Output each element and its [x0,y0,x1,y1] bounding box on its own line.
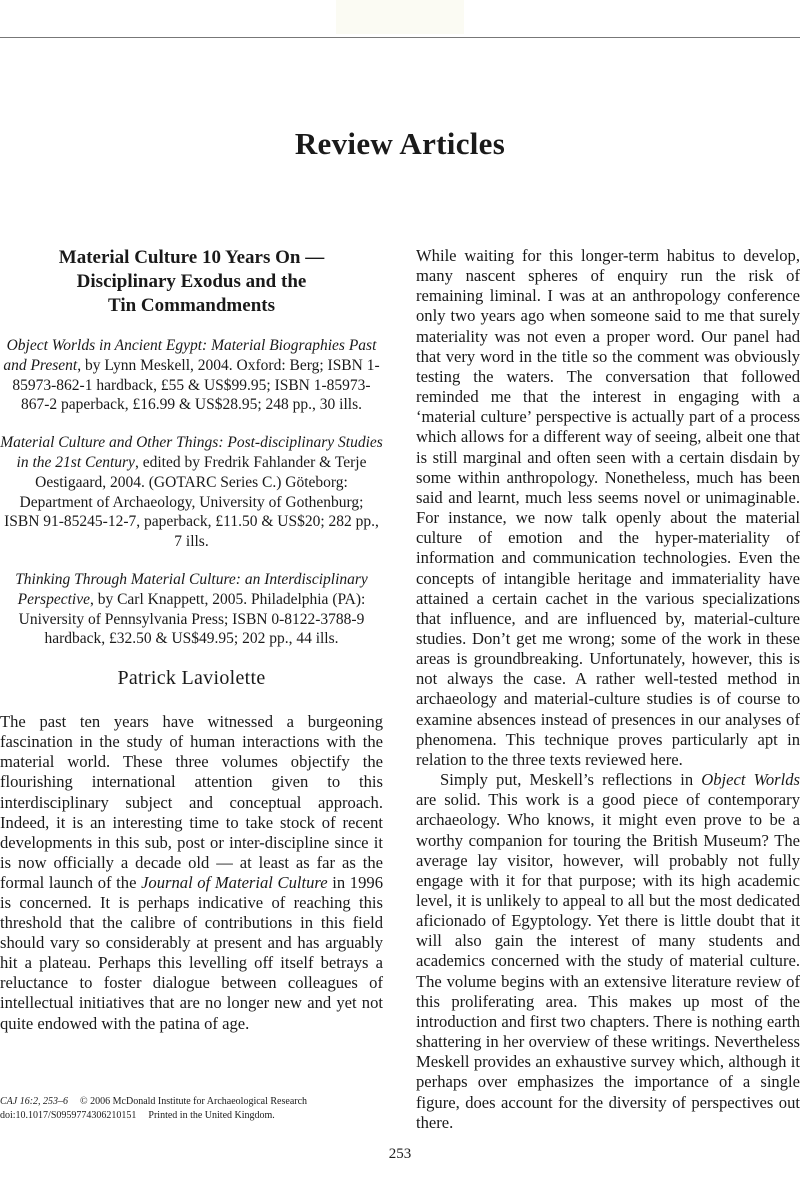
body-text: The past ten years have witnessed a burgeoning fascination in the study of human interactions with the material world. These three volumes objectify the flourishing international attention given to this interdisciplinary subject and conceptual approach. Indeed, it is an interesting time to take stock of recent developments in this sub, post or inter-discipline since it is now officially a decade old — at least as far as the formal launch of the [0,712,383,892]
book-title: Thinking Through Material Culture: an Interdisciplinary Perspective [15,570,368,608]
article-title-line1: Material Culture 10 Years On — [58,247,325,268]
book-reference: Object Worlds [701,770,800,790]
body-paragraph-1 [0,712,383,1034]
body-paragraph-2: While waiting for this longer-term habitus to develop, many nascent spheres of enquiry run the risk of remaining liminal. I was at an anthropology conference only two years ago when someone said to me that surely materiality was not even a proper word. Our panel had that very word in the title so the comment was obviously testing the waters. The conversation that followed reminded me that the interest in engaging with a ‘material culture’ perspective is actually part of a process which allows for a different way of seeing, albeit one that is still marginal and often seen with a certain disdain by some within anthropology. Nonetheless, much has been said and learnt, much less seems novel or unimaginable. For instance, we now talk openly about the material culture of emotion and the hyper-materiality of information and communication technologies. Even the concepts of intangible heritage and immateriality have attained a certain cachet in the various specializations that influence, and are influenced by, material-culture studies. Don’t get me wrong; some of the work in these areas is groundbreaking. Unfortunately, however, this is not always the case. A rather well-tested method in archaeology and material-culture studies is of course to examine absences instead of presences in our analyses of phenomena. This technique proves particularly apt in relation to the three texts reviewed here. [416,246,800,769]
top-rule [0,37,800,38]
book-entry-1 [0,336,383,415]
top-tab-marker [336,0,464,34]
body-paragraph-3 [416,770,800,1133]
book-title: Material Culture and Other Things: Post-disciplinary Studies in the 21st Century [0,434,383,471]
book-details: , by Carl Knappett, 2005. Philadelphia (PA): University of Pennsylvania Press; ISBN 0-8122-3788-9 hardback, £32.50 & US$49.95; 202 pp., 44 ills. [18,590,366,648]
footnote [0,1095,383,1122]
author-name: Patrick Laviolette [117,667,266,690]
article-title [0,246,383,318]
journal-title: Journal of Material Culture [141,872,328,892]
book-entry-2 [0,433,383,552]
body-text: are solid. This work is a good piece of contemporary archaeology. Who knows, it might even prove to be a worthy companion for touring the British Museum? The average lay visitor, however, will probably not fully engage with it for that purpose; with its high academic level, it is unlikely to appeal to all but the most dedicated aficionado of Egyptology. Yet there is little doubt that it will also gain the interest of many students and academics concerned with the study of material culture. The volume begins with an extensive literature review of this proliferating area. This makes up most of the introduction and first two chapters. There is nothing earth shattering in her overview of these writings. Nevertheless Meskell provides an exhaustive survey which, although it perhaps over emphasizes the importance of a single figure, does account for the diversity of perspectives out there. [416,790,800,1132]
book-entry-3 [0,570,383,649]
book-title: Object Worlds in Ancient Egypt: Material Biographies Past and Present [3,337,377,374]
printed-notice: Printed in the United Kingdom. [148,1109,275,1121]
article-title-line2: Disciplinary Exodus and the [76,271,307,292]
body-text: in 1996 is concerned. It is perhaps indicative of reaching this threshold that the calibre of contributions in this field should vary so considerably at present and has arguably hit a plateau. Perhaps this levelling off itself betrays a reluctance to foster dialogue between colleagues of intellectual initiatives that are no longer new and yet not quite endowed with the patina of age. [0,872,383,1033]
body-text: Simply put, Meskell’s reflections in [440,770,702,790]
book-details: , by Lynn Meskell, 2004. Oxford: Berg; ISBN 1-85973-862-1 hardback, £55 & US$99.95; ISBN 1-85973-867-2 paperback, £16.99 & US$28.95; 248 pp., 30 ills. [12,356,380,414]
copyright-notice: © 2006 McDonald Institute for Archaeological Research [80,1096,308,1107]
journal-citation: CAJ 16:2, 253–6 [0,1096,69,1107]
book-details: , edited by Fredrik Fahlander & Terje Oestigaard, 2004. (GOTARC Series C.) Göteborg: Department of Archaeology, University of Gothenburg; ISBN 91-85245-12-7, paperback, £11.50 & US$20; 282 pp., 7 ills. [4,453,379,551]
article-title-line3: Tin Commandments [108,295,275,316]
section-heading: Review Articles [294,126,506,161]
right-column [416,246,800,1133]
doi-link[interactable]: doi:10.1017/S0959774306210151 [0,1109,137,1121]
left-column [0,246,383,1034]
page-number: 253 [388,1146,412,1162]
